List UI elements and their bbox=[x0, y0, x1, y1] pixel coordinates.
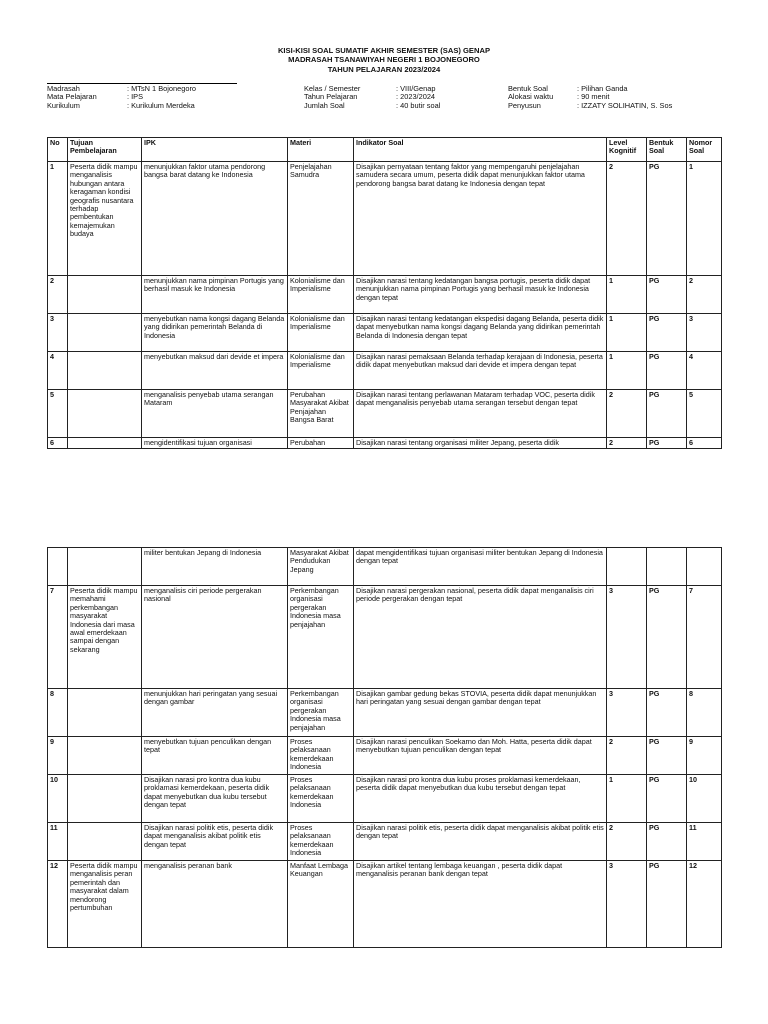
cell-no: 12 bbox=[48, 861, 68, 948]
cell-nomor: 9 bbox=[687, 737, 722, 775]
cell-nomor: 3 bbox=[687, 314, 722, 352]
table-row bbox=[48, 276, 722, 314]
info-label: Kelas / Semester bbox=[304, 84, 361, 93]
cell-ipk: menganalisis peranan bank bbox=[142, 861, 288, 948]
cell-level bbox=[607, 548, 647, 586]
cell-no: 2 bbox=[48, 276, 68, 314]
cell-tujuan bbox=[68, 314, 142, 352]
cell-bentuk: PG bbox=[647, 775, 687, 823]
info-col-3-values bbox=[577, 85, 672, 110]
cell-indikator: Disajikan narasi pro kontra dua kubu proses proklamasi kemerdekaan, peserta didik dapat menyebutkan dua kubu tersebut dengan tepat bbox=[354, 775, 607, 823]
cell-no: 3 bbox=[48, 314, 68, 352]
table-header-row bbox=[48, 138, 722, 162]
cell-materi: Perkembangan organisasi pergerakan Indonesia masa penjajahan bbox=[288, 689, 354, 737]
cell-indikator: dapat mengidentifikasi tujuan organisasi militer bentukan Jepang di Indonesia dengan tepat bbox=[354, 548, 607, 586]
info-label: Alokasi waktu bbox=[508, 92, 554, 102]
cell-no: 5 bbox=[48, 390, 68, 438]
header-nomor: Nomor Soal bbox=[687, 138, 722, 162]
page-gap bbox=[0, 461, 768, 522]
cell-bentuk: PG bbox=[647, 438, 687, 449]
info-label: Bentuk Soal bbox=[508, 84, 548, 93]
cell-ipk: Disajikan narasi politik etis, peserta didik dapat menganalisis akibat politik etis dengan tepat bbox=[142, 823, 288, 861]
table-row bbox=[48, 775, 722, 823]
cell-materi: Kolonialisme dan Imperialisme bbox=[288, 314, 354, 352]
info-col-3 bbox=[508, 85, 553, 110]
info-value: : IZZATY SOLIHATIN, S. Sos bbox=[577, 100, 673, 110]
cell-ipk: menganalisis ciri periode pergerakan nasional bbox=[142, 586, 288, 689]
info-label: Penyusun bbox=[508, 100, 541, 110]
cell-indikator: Disajikan pernyataan tentang faktor yang mempengaruhi penjelajahan samudera secara umum, peserta didik dapat menunjukkan faktor utama pendorong bangsa barat datang ke Indonesia dengan tepat bbox=[354, 162, 607, 276]
cell-level: 3 bbox=[607, 689, 647, 737]
cell-ipk: menyebutkan maksud dari devide et impera bbox=[142, 352, 288, 390]
header-bentuk: Bentuk Soal bbox=[647, 138, 687, 162]
cell-level: 3 bbox=[607, 586, 647, 689]
header-level: Level Kognitif bbox=[607, 138, 647, 162]
cell-level: 2 bbox=[607, 390, 647, 438]
cell-materi: Proses pelaksanaan kemerdekaan Indonesia bbox=[288, 737, 354, 775]
cell-level: 2 bbox=[607, 823, 647, 861]
cell-ipk: militer bentukan Jepang di Indonesia bbox=[142, 548, 288, 586]
cell-tujuan bbox=[68, 390, 142, 438]
table-row bbox=[48, 390, 722, 438]
cell-level: 3 bbox=[607, 861, 647, 948]
info-label: Mata Pelajaran bbox=[47, 92, 97, 102]
title-line-2: MADRASAH TSANAWIYAH NEGERI 1 BOJONEGORO bbox=[288, 55, 480, 65]
info-value: : 90 menit bbox=[577, 92, 610, 102]
cell-bentuk: PG bbox=[647, 737, 687, 775]
cell-no: 9 bbox=[48, 737, 68, 775]
cell-no: 10 bbox=[48, 775, 68, 823]
cell-indikator: Disajikan narasi pergerakan nasional, peserta didik dapat menganalisis ciri periode pergerakan dengan tepat bbox=[354, 586, 607, 689]
table-row bbox=[48, 737, 722, 775]
info-col-2-values bbox=[396, 85, 440, 110]
cell-ipk: menunjukkan faktor utama pendorong bangsa barat datang ke Indonesia bbox=[142, 162, 288, 276]
table-row bbox=[48, 162, 722, 276]
cell-ipk: mengidentifikasi tujuan organisasi bbox=[142, 438, 288, 449]
cell-indikator: Disajikan artikel tentang lembaga keuangan , peserta didik dapat menganalisis peranan bank dengan tepat bbox=[354, 861, 607, 948]
cell-tujuan: Peserta didik mampu menganalisis peran pemerintah dan masyarakat dalam mendorong pertumbuhan bbox=[68, 861, 142, 948]
cell-no: 8 bbox=[48, 689, 68, 737]
cell-nomor: 1 bbox=[687, 162, 722, 276]
info-label: Madrasah bbox=[47, 84, 80, 93]
info-value: : 40 butir soal bbox=[396, 100, 441, 110]
info-col-2 bbox=[304, 85, 360, 110]
info-value: : Pilihan Ganda bbox=[577, 84, 628, 93]
cell-no: 1 bbox=[48, 162, 68, 276]
cell-bentuk bbox=[647, 548, 687, 586]
cell-level: 2 bbox=[607, 737, 647, 775]
cell-indikator: Disajikan narasi tentang perlawanan Mataram terhadap VOC, peserta didik dapat menganalisis penyebab utama serangan tersebut dengan tepat bbox=[354, 390, 607, 438]
header-tujuan: Tujuan Pembelajaran bbox=[68, 138, 142, 162]
cell-no: 4 bbox=[48, 352, 68, 390]
cell-tujuan bbox=[68, 548, 142, 586]
info-value: : VIII/Genap bbox=[396, 84, 436, 93]
cell-nomor: 12 bbox=[687, 861, 722, 948]
cell-indikator: Disajikan narasi pemaksaan Belanda terhadap kerajaan di Indonesia, peserta didik dapat menyebutkan maksud dari devide et impera dengan tepat bbox=[354, 352, 607, 390]
cell-level: 1 bbox=[607, 352, 647, 390]
table-row bbox=[48, 352, 722, 390]
cell-no: 7 bbox=[48, 586, 68, 689]
cell-materi: Penjelajahan Samudra bbox=[288, 162, 354, 276]
cell-nomor: 2 bbox=[687, 276, 722, 314]
info-value: : MTsN 1 Bojonegoro bbox=[127, 84, 197, 93]
cell-indikator: Disajikan narasi tentang organisasi militer Jepang, peserta didik bbox=[354, 438, 607, 449]
cell-nomor: 10 bbox=[687, 775, 722, 823]
kisi-kisi-table-page-2 bbox=[47, 547, 722, 948]
cell-no bbox=[48, 548, 68, 586]
cell-ipk: Disajikan narasi pro kontra dua kubu proklamasi kemerdekaan, peserta didik dapat menyebutkan dua kubu tersebut dengan tepat bbox=[142, 775, 288, 823]
cell-materi: Kolonialisme dan Imperialisme bbox=[288, 276, 354, 314]
cell-bentuk: PG bbox=[647, 823, 687, 861]
cell-nomor: 7 bbox=[687, 586, 722, 689]
cell-materi: Perubahan Masyarakat Akibat Penjajahan Bangsa Barat bbox=[288, 390, 354, 438]
cell-level: 2 bbox=[607, 162, 647, 276]
cell-materi: Masyarakat Akibat Pendudukan Jepang bbox=[288, 548, 354, 586]
cell-tujuan bbox=[68, 775, 142, 823]
cell-bentuk: PG bbox=[647, 352, 687, 390]
document-title bbox=[0, 46, 768, 74]
cell-materi: Proses pelaksanaan kemerdekaan Indonesia bbox=[288, 775, 354, 823]
cell-materi: Manfaat Lembaga Keuangan bbox=[288, 861, 354, 948]
cell-materi: Proses pelaksanaan kemerdekaan Indonesia bbox=[288, 823, 354, 861]
info-label: Jumlah Soal bbox=[304, 100, 345, 110]
cell-no: 11 bbox=[48, 823, 68, 861]
kisi-kisi-table-page-1 bbox=[47, 137, 722, 449]
title-line-3: TAHUN PELAJARAN 2023/2024 bbox=[327, 64, 441, 74]
cell-tujuan bbox=[68, 823, 142, 861]
info-col-1-values bbox=[127, 85, 196, 110]
cell-tujuan bbox=[68, 438, 142, 449]
title-line-1: KISI-KISI SOAL SUMATIF AKHIR SEMESTER (SAS) GENAP bbox=[277, 46, 491, 55]
cell-nomor: 6 bbox=[687, 438, 722, 449]
cell-ipk: menyebutkan tujuan penculikan dengan tepat bbox=[142, 737, 288, 775]
table-row bbox=[48, 861, 722, 948]
cell-bentuk: PG bbox=[647, 390, 687, 438]
cell-nomor: 11 bbox=[687, 823, 722, 861]
cell-nomor bbox=[687, 548, 722, 586]
header-indikator: Indikator Soal bbox=[354, 138, 607, 162]
header-ipk: IPK bbox=[142, 138, 288, 162]
cell-nomor: 8 bbox=[687, 689, 722, 737]
info-value: : IPS bbox=[127, 92, 144, 102]
cell-materi: Perubahan bbox=[288, 438, 354, 449]
table-row bbox=[48, 438, 722, 449]
cell-level: 2 bbox=[607, 438, 647, 449]
cell-indikator: Disajikan gambar gedung bekas STOVIA, peserta didik dapat menunjukkan hari peringatan yang sesuai dengan gambar dengan tepat bbox=[354, 689, 607, 737]
cell-materi: Perkembangan organisasi pergerakan Indonesia masa penjajahan bbox=[288, 586, 354, 689]
table-row bbox=[48, 314, 722, 352]
cell-nomor: 4 bbox=[687, 352, 722, 390]
cell-nomor: 5 bbox=[687, 390, 722, 438]
info-label: Tahun Pelajaran bbox=[304, 92, 358, 102]
table-row bbox=[48, 823, 722, 861]
cell-ipk: menunjukkan nama pimpinan Portugis yang berhasil masuk ke Indonesia bbox=[142, 276, 288, 314]
table-row bbox=[48, 586, 722, 689]
table-row bbox=[48, 689, 722, 737]
cell-bentuk: PG bbox=[647, 314, 687, 352]
table-row bbox=[48, 548, 722, 586]
cell-tujuan bbox=[68, 276, 142, 314]
info-label: Kurikulum bbox=[47, 100, 80, 110]
cell-bentuk: PG bbox=[647, 689, 687, 737]
cell-tujuan: Peserta didik mampu memahami perkembangan masyarakat Indonesia dari masa awal emerdekaan sampai dengan sekarang bbox=[68, 586, 142, 689]
cell-tujuan bbox=[68, 689, 142, 737]
header-no: No bbox=[48, 138, 68, 162]
cell-no: 6 bbox=[48, 438, 68, 449]
cell-bentuk: PG bbox=[647, 586, 687, 689]
cell-indikator: Disajikan narasi penculikan Soekarno dan Moh. Hatta, peserta didik dapat menyebutkan tujuan penculikan dengan tepat bbox=[354, 737, 607, 775]
cell-level: 1 bbox=[607, 314, 647, 352]
info-value: : Kurikulum Merdeka bbox=[127, 100, 195, 110]
cell-indikator: Disajikan narasi tentang kedatangan bangsa portugis, peserta didik dapat menunjukkan nama pimpinan Portugis yang berhasil masuk ke Indonesia dengan tepat bbox=[354, 276, 607, 314]
cell-level: 1 bbox=[607, 775, 647, 823]
info-value: : 2023/2024 bbox=[396, 92, 436, 102]
cell-bentuk: PG bbox=[647, 162, 687, 276]
cell-level: 1 bbox=[607, 276, 647, 314]
cell-bentuk: PG bbox=[647, 861, 687, 948]
cell-indikator: Disajikan narasi politik etis, peserta didik dapat menganalisis akibat politik etis dengan tepat bbox=[354, 823, 607, 861]
info-col-1 bbox=[47, 85, 97, 110]
cell-tujuan bbox=[68, 352, 142, 390]
cell-tujuan: Peserta didik mampu menganalisis hubungan antara keragaman kondisi geografis nusantara terhadap pembentukan kemajemukan budaya bbox=[68, 162, 142, 276]
cell-materi: Kolonialisme dan Imperialisme bbox=[288, 352, 354, 390]
cell-ipk: menyebutkan nama kongsi dagang Belanda yang didirikan pemerintah Belanda di Indonesia bbox=[142, 314, 288, 352]
header-materi: Materi bbox=[288, 138, 354, 162]
cell-tujuan bbox=[68, 737, 142, 775]
cell-bentuk: PG bbox=[647, 276, 687, 314]
cell-ipk: menganalisis penyebab utama serangan Mataram bbox=[142, 390, 288, 438]
cell-indikator: Disajikan narasi tentang kedatangan ekspedisi dagang Belanda, peserta didik dapat menyebutkan nama kongsi dagang Belanda yang didirikan pemerintah Belanda di Indonesia dengan tepat bbox=[354, 314, 607, 352]
cell-ipk: menunjukkan hari peringatan yang sesuai dengan gambar bbox=[142, 689, 288, 737]
